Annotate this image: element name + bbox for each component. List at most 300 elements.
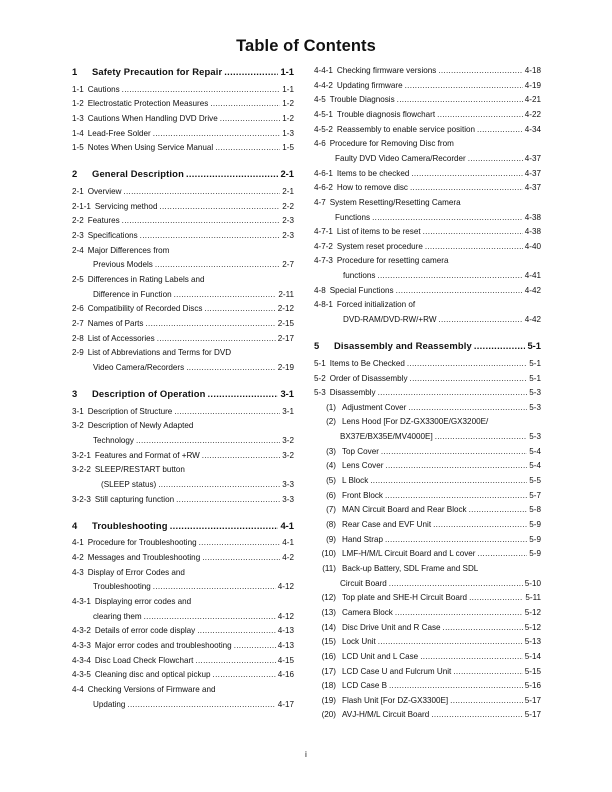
dot-leader <box>397 93 523 107</box>
dot-leader <box>199 536 281 550</box>
toc-entry-number: 4-3 <box>72 567 84 577</box>
toc-entry-number: 4-6-1 <box>314 168 333 178</box>
toc-entry[interactable] <box>314 152 541 166</box>
toc-entry[interactable] <box>314 93 541 107</box>
toc-entry[interactable] <box>72 639 294 653</box>
toc-entry-title: DVD-RAM/DVD-RW/+RW <box>343 315 437 325</box>
dot-leader <box>469 503 528 517</box>
toc-entry-label <box>72 654 193 668</box>
toc-entry-title: Features and Format of +RW <box>94 450 200 460</box>
toc-entry-label <box>72 214 120 228</box>
toc-entry[interactable] <box>72 214 294 228</box>
dot-leader <box>127 698 275 712</box>
toc-entry-label <box>72 580 151 594</box>
toc-entry-label <box>72 229 138 243</box>
toc-entry-label <box>314 591 467 605</box>
toc-section-heading[interactable] <box>72 386 294 402</box>
dot-leader <box>477 547 527 561</box>
toc-entry[interactable] <box>72 434 294 448</box>
toc-entry[interactable] <box>72 405 294 419</box>
toc-entry-number: 5-1 <box>314 358 326 368</box>
toc-entry-page: 1-1 <box>282 84 294 94</box>
toc-entry[interactable] <box>314 650 541 664</box>
toc-entry[interactable] <box>72 273 294 287</box>
dot-leader <box>389 577 523 591</box>
dot-leader <box>396 284 523 298</box>
toc-entry-label <box>72 683 215 697</box>
toc-entry-number: 3-1 <box>72 406 84 416</box>
toc-entry-label <box>314 562 478 576</box>
toc-entry-page: 4-1 <box>282 538 294 548</box>
toc-entry[interactable] <box>314 64 541 78</box>
toc-entry-title: List of Abbreviations and Terms for DVD <box>87 348 232 358</box>
toc-entry-label <box>72 200 157 214</box>
toc-entry-title: Lead-Free Solder <box>87 128 151 138</box>
dot-leader <box>437 108 523 122</box>
toc-entry-label <box>72 258 153 272</box>
toc-entry-title: Specifications <box>87 231 138 240</box>
toc-entry[interactable] <box>314 123 541 137</box>
toc-entry-title: Back-up Battery, SDL Frame and SDL <box>342 563 479 573</box>
toc-entry-number: 4-4 <box>72 684 84 694</box>
toc-entry-label <box>72 127 151 141</box>
toc-entry-label <box>72 346 231 360</box>
toc-entry[interactable] <box>314 79 541 93</box>
toc-entry-title: Updating <box>93 699 126 709</box>
dot-leader <box>477 123 523 137</box>
toc-entry-page: 4-2 <box>282 553 294 562</box>
dot-leader <box>153 127 281 141</box>
toc-entry-page: 2-3 <box>282 231 294 240</box>
toc-entry-number: 2 <box>72 168 78 180</box>
toc-entry-title: Disc Drive Unit and R Case <box>342 622 441 632</box>
dot-leader <box>186 361 276 375</box>
toc-entry[interactable] <box>72 493 294 507</box>
toc-entry-label <box>72 463 185 477</box>
toc-entry-number: 3-2-1 <box>72 450 91 460</box>
toc-entry[interactable] <box>72 668 294 682</box>
toc-entry-number: (5) <box>326 476 336 486</box>
toc-entry-number: 2-3 <box>72 231 84 240</box>
dot-leader <box>385 533 527 547</box>
toc-entry[interactable] <box>314 357 541 371</box>
toc-entry-label <box>314 430 433 444</box>
toc-entry-page: 5-15 <box>524 666 541 676</box>
toc-entry[interactable] <box>72 478 294 492</box>
toc-entry[interactable] <box>72 317 294 331</box>
toc-entry-number: 2-4 <box>72 245 84 255</box>
toc-entry-page: 3-3 <box>282 494 294 504</box>
toc-entry-title: System Resetting/Resetting Camera <box>329 197 461 207</box>
toc-entry-number: 4-8 <box>314 285 326 295</box>
toc-entry[interactable] <box>72 551 294 565</box>
dot-leader <box>378 635 523 649</box>
toc-entry[interactable] <box>72 698 294 712</box>
toc-entry-title: Safety Precaution for Repair <box>92 66 223 77</box>
toc-entry-label <box>72 141 213 155</box>
toc-entry-title: Still capturing function <box>94 494 175 504</box>
toc-entry[interactable] <box>314 547 541 561</box>
toc-entry-page: 2-15 <box>277 318 294 328</box>
toc-entry-number: 1 <box>72 66 78 77</box>
toc-entry[interactable] <box>72 83 294 97</box>
toc-entry-label <box>314 211 370 225</box>
toc-entry[interactable] <box>314 254 541 268</box>
toc-entry-page: 3-2 <box>282 435 294 445</box>
toc-entry-label <box>72 518 168 534</box>
toc-entry[interactable] <box>314 167 541 181</box>
toc-entry[interactable] <box>72 112 294 126</box>
toc-entry-number: 4-5 <box>314 95 326 105</box>
toc-entry[interactable] <box>72 141 294 155</box>
dot-leader <box>395 606 523 620</box>
toc-entry[interactable] <box>314 635 541 649</box>
toc-entry-label <box>314 503 467 517</box>
page-number: i <box>305 749 307 759</box>
toc-section-heading[interactable] <box>72 64 294 80</box>
toc-entry-page: 4-41 <box>524 271 541 281</box>
toc-entry-title: Updating firmware <box>336 80 403 90</box>
toc-entry-label <box>72 166 184 182</box>
toc-entry[interactable] <box>72 566 294 580</box>
dot-leader <box>389 679 523 693</box>
toc-entry-page: 4-38 <box>524 227 541 237</box>
toc-entry[interactable] <box>314 196 541 210</box>
toc-entry[interactable] <box>72 463 294 477</box>
toc-entry[interactable] <box>314 415 541 429</box>
toc-entry-label <box>72 566 185 580</box>
toc-entry-page: 5-3 <box>529 432 541 442</box>
toc-entry-number: (15) <box>321 637 336 647</box>
toc-entry[interactable] <box>314 108 541 122</box>
toc-entry[interactable] <box>314 474 541 488</box>
toc-entry-number: (6) <box>326 490 336 500</box>
toc-entry-title: Camera Block <box>342 607 393 617</box>
dot-leader <box>208 386 279 402</box>
toc-entry-number: 4-4-1 <box>314 66 333 75</box>
dot-leader <box>158 478 280 492</box>
toc-entry-label <box>72 478 156 492</box>
toc-entry-page: 5-13 <box>524 637 541 647</box>
toc-entry-title: Items to be checked <box>336 168 410 178</box>
toc-entry[interactable] <box>314 533 541 547</box>
toc-entry[interactable] <box>72 127 294 141</box>
dot-leader <box>204 302 275 316</box>
toc-entry-page: 4-16 <box>277 670 294 680</box>
toc-entry-number: 1-2 <box>72 99 84 109</box>
toc-entry-title: Names of Parts <box>87 318 144 328</box>
toc-entry[interactable] <box>72 200 294 214</box>
toc-entry-label <box>314 225 421 239</box>
toc-entry[interactable] <box>314 181 541 195</box>
toc-entry-label <box>72 83 120 97</box>
toc-entry[interactable] <box>72 258 294 272</box>
toc-entry-title: Differences in Rating Labels and <box>87 274 205 284</box>
toc-entry[interactable] <box>314 459 541 473</box>
toc-entry-page: 2-1 <box>282 187 294 197</box>
toc-entry[interactable] <box>314 518 541 532</box>
toc-entry[interactable] <box>314 401 541 415</box>
toc-entry-title: System reset procedure <box>336 241 423 251</box>
toc-entry-title: Major Differences from <box>87 245 170 255</box>
toc-entry-label <box>72 551 200 565</box>
toc-entry-label <box>314 694 448 708</box>
toc-entry[interactable] <box>72 683 294 697</box>
toc-entry-page: 5-8 <box>529 505 541 515</box>
dot-leader <box>155 258 280 272</box>
toc-entry-title: Top plate and SHE-H Circuit Board <box>342 593 468 603</box>
dot-leader <box>410 181 523 195</box>
toc-entry-title: Technology <box>93 435 134 445</box>
toc-entry-title: BX37E/BX35E/MV4000E] <box>340 432 433 442</box>
toc-entry-label <box>314 518 431 532</box>
toc-entry[interactable] <box>72 654 294 668</box>
dot-leader <box>174 288 277 302</box>
dot-leader <box>411 167 522 181</box>
toc-entry-number: 4-3-1 <box>72 596 91 606</box>
toc-entry-label <box>72 112 218 126</box>
toc-entry-label <box>314 635 376 649</box>
toc-entry[interactable] <box>314 298 541 312</box>
dot-leader <box>220 112 281 126</box>
toc-entry-number: 4-1 <box>72 538 84 548</box>
toc-entry[interactable] <box>314 137 541 151</box>
toc-entry-label <box>314 489 383 503</box>
toc-entry-number: 4-8-1 <box>314 300 333 310</box>
toc-entry-page: 2-1 <box>280 168 294 180</box>
toc-entry-label <box>314 547 475 561</box>
toc-entry-title: List of Accessories <box>87 333 155 343</box>
toc-entry-number: (12) <box>321 593 336 603</box>
toc-entry[interactable] <box>72 346 294 360</box>
toc-entry-page: 4-22 <box>524 109 541 119</box>
dot-leader <box>435 430 528 444</box>
toc-entry[interactable] <box>72 580 294 594</box>
toc-entry-page: 3-2 <box>282 450 294 460</box>
toc-entry-number: 4-6 <box>314 139 326 149</box>
dot-leader <box>405 79 523 93</box>
dot-leader <box>408 401 527 415</box>
toc-entry[interactable] <box>72 302 294 316</box>
toc-entry[interactable] <box>314 591 541 605</box>
toc-entry-title: functions <box>343 271 376 281</box>
toc-entry-title: Notes When Using Service Manual <box>87 143 214 153</box>
toc-entry-label <box>314 650 418 664</box>
toc-entry[interactable] <box>72 419 294 433</box>
toc-entry-label <box>72 668 211 682</box>
toc-entry-title: Disassembly <box>329 388 376 398</box>
toc-entry[interactable] <box>314 562 541 576</box>
toc-entry-label <box>72 64 222 80</box>
toc-entry[interactable] <box>314 430 541 444</box>
dot-leader <box>144 610 276 624</box>
toc-entry[interactable] <box>314 372 541 386</box>
toc-entry-title: Special Functions <box>329 285 394 295</box>
toc-entry[interactable] <box>314 225 541 239</box>
toc-section-heading[interactable] <box>72 166 294 182</box>
toc-entry-title: LMF-H/M/L Circuit Board and L cover <box>342 549 476 559</box>
toc-entry-label <box>314 93 395 107</box>
toc-entry-label <box>72 610 142 624</box>
toc-entry[interactable] <box>314 445 541 459</box>
toc-entry-label <box>72 434 134 448</box>
toc-entry-label <box>314 474 368 488</box>
toc-entry-page: 5-5 <box>529 476 541 486</box>
toc-entry-label <box>314 152 466 166</box>
toc-entry-page: 5-17 <box>524 710 541 720</box>
toc-entry[interactable] <box>314 284 541 298</box>
toc-entry-title: Servicing method <box>94 201 158 211</box>
dot-leader <box>170 518 279 534</box>
dot-leader <box>140 229 281 243</box>
toc-entry[interactable] <box>314 489 541 503</box>
toc-entry-number: (11) <box>322 563 336 573</box>
toc-entry-title: Disc Load Check Flowchart <box>94 655 194 665</box>
toc-entry-page: 4-38 <box>524 212 541 222</box>
toc-entry[interactable] <box>314 665 541 679</box>
dot-leader <box>122 83 281 97</box>
toc-entry[interactable] <box>314 679 541 693</box>
toc-entry-page: 5-7 <box>529 490 541 500</box>
toc-entry[interactable] <box>72 244 294 258</box>
toc-entry-label <box>314 181 408 195</box>
toc-entry-page: 5-17 <box>524 695 541 705</box>
toc-entry-page: 5-11 <box>525 593 541 603</box>
toc-entry[interactable] <box>72 332 294 346</box>
toc-entry-title: Features <box>87 216 120 226</box>
dot-leader <box>385 489 527 503</box>
dot-leader <box>378 386 528 400</box>
toc-entry[interactable] <box>72 595 294 609</box>
toc-entry-title: Details of error code display <box>94 626 196 636</box>
toc-entry[interactable] <box>314 606 541 620</box>
dot-leader <box>385 459 527 473</box>
dot-leader <box>410 372 528 386</box>
toc-entry-label <box>314 240 423 254</box>
toc-entry-number: 2-2 <box>72 216 84 226</box>
toc-entry-label <box>72 97 208 111</box>
toc-entry-title: LCD Case B <box>342 681 387 691</box>
toc-entry-page: 2-19 <box>277 362 294 372</box>
toc-entry-title: Procedure for resetting camera <box>336 256 449 266</box>
toc-entry-page: 4-21 <box>524 95 541 105</box>
toc-entry-title: Previous Models <box>93 260 153 270</box>
toc-entry[interactable] <box>314 503 541 517</box>
toc-entry-page: 4-17 <box>277 699 294 709</box>
toc-entry-page: 3-3 <box>282 479 294 489</box>
toc-entry[interactable] <box>314 386 541 400</box>
dot-leader <box>123 185 280 199</box>
toc-entry-number: (10) <box>321 549 336 559</box>
toc-entry-page: 4-19 <box>524 80 541 90</box>
toc-entry-title: Order of Disassembly <box>329 373 408 383</box>
toc-entry[interactable] <box>72 610 294 624</box>
toc-section-heading[interactable] <box>72 518 294 534</box>
toc-entry-title: Trouble Diagnosis <box>329 95 395 105</box>
dot-leader <box>213 668 276 682</box>
toc-entry-label <box>314 254 448 268</box>
dot-leader <box>438 64 522 78</box>
toc-entry-label <box>72 386 206 402</box>
toc-entry[interactable] <box>72 536 294 550</box>
toc-entry-page: 4-40 <box>524 241 541 251</box>
toc-entry-title: Difference in Function <box>93 289 172 299</box>
toc-entry-page: 4-1 <box>280 519 294 531</box>
toc-entry-title: Overview <box>87 187 122 197</box>
toc-entry-title: Display of Error Codes and <box>87 567 185 577</box>
dot-leader <box>202 551 280 565</box>
page-title: Table of Contents <box>236 37 376 55</box>
toc-entry-title: Cleaning disc and optical pickup <box>94 670 211 680</box>
toc-entry-number: 4-6-2 <box>314 183 333 193</box>
toc-entry-title: Procedure for Troubleshooting <box>87 538 197 548</box>
toc-entry-title: Major error codes and troubleshooting <box>94 640 232 650</box>
toc-entry-label <box>72 639 232 653</box>
toc-entry[interactable] <box>314 269 541 283</box>
toc-entry-title: Procedure for Removing Disc from <box>329 139 454 149</box>
toc-entry[interactable] <box>72 361 294 375</box>
dot-leader <box>469 591 523 605</box>
toc-section-heading[interactable] <box>314 338 541 354</box>
toc-entry-number: 4-5-1 <box>314 109 333 119</box>
toc-entry[interactable] <box>72 449 294 463</box>
toc-entry-label <box>314 64 436 78</box>
toc-entry-number: 5-2 <box>314 373 326 383</box>
toc-entry-label <box>72 317 143 331</box>
toc-entry-label <box>314 459 383 473</box>
toc-entry-page: 4-37 <box>524 168 541 178</box>
toc-entry[interactable] <box>72 288 294 302</box>
dot-leader <box>443 621 523 635</box>
toc-entry-number: (9) <box>326 534 336 544</box>
toc-entry[interactable] <box>314 621 541 635</box>
toc-entry-label <box>314 577 387 591</box>
toc-entry-title: LCD Unit and L Case <box>342 651 419 661</box>
toc-entry[interactable] <box>314 211 541 225</box>
dot-leader <box>438 313 522 327</box>
toc-entry-number: (3) <box>326 446 336 456</box>
toc-entry[interactable] <box>314 240 541 254</box>
toc-entry-page: 4-13 <box>277 640 294 650</box>
toc-entry[interactable] <box>72 185 294 199</box>
toc-entry-label <box>72 624 195 638</box>
toc-entry[interactable] <box>72 624 294 638</box>
toc-entry[interactable] <box>314 708 541 722</box>
toc-entry[interactable] <box>314 577 541 591</box>
toc-entry[interactable] <box>72 97 294 111</box>
toc-entry[interactable] <box>314 313 541 327</box>
toc-entry-label <box>314 415 488 429</box>
toc-entry-page: 5-3 <box>529 402 541 412</box>
dot-leader <box>474 338 526 354</box>
toc-entry-number: 2-8 <box>72 333 84 343</box>
toc-entry[interactable] <box>314 694 541 708</box>
toc-entry-number: (17) <box>321 666 336 676</box>
toc-entry-label <box>72 536 197 550</box>
toc-entry-title: Lens Hood [For DZ-GX3300E/GX3200E/ <box>342 417 489 427</box>
toc-entry-label <box>72 244 169 258</box>
toc-entry-number: (16) <box>321 651 336 661</box>
toc-entry[interactable] <box>72 229 294 243</box>
toc-entry-page: 4-42 <box>524 285 541 295</box>
toc-entry-label <box>314 338 472 354</box>
dot-leader <box>153 580 276 594</box>
toc-entry-page: 2-17 <box>277 333 294 343</box>
toc-entry-page: 5-4 <box>529 446 541 456</box>
toc-entry-label <box>314 445 379 459</box>
toc-entry-title: Video Camera/Recorders <box>93 362 185 372</box>
toc-entry-title: How to remove disc <box>336 183 408 193</box>
